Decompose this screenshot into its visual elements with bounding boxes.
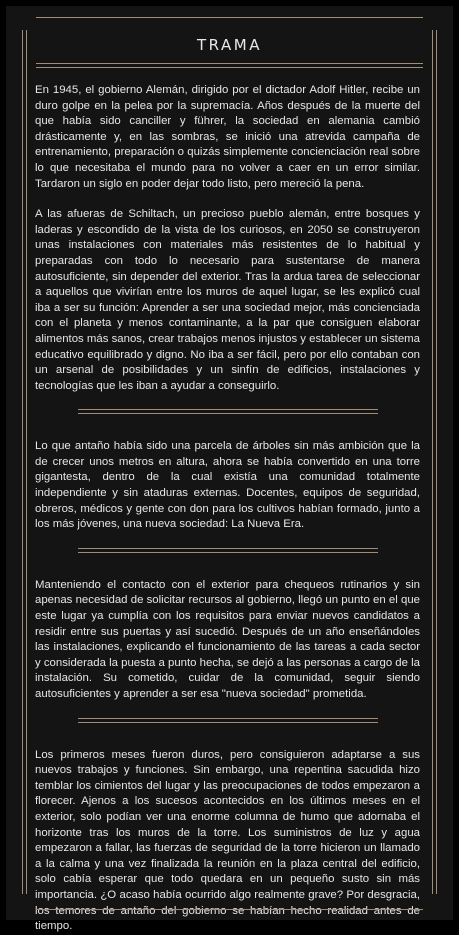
left-border-line xyxy=(22,30,23,894)
section-divider xyxy=(78,718,378,723)
paragraph-intro: En 1945, el gobierno Alemán, dirigido por el dictador Adolf Hitler, recibe un duro golpe en la pelea por la supremacía. Años después de la muerte del que había sido canciller y führer, la sociedad en alemania cambió drásticamente y, en las sombras, se inició una atrevida campaña de entrenamiento, preparación o quizás simplemente concienciación real sobre lo que necesitaba el mundo para no volver a caer en un error similar. Tardaron un siglo en poder dejar todo listo, pero mereció la pena. xyxy=(35,84,420,190)
section-divider xyxy=(78,548,378,553)
left-border-line-inner xyxy=(26,30,27,894)
section-title: TRAMA xyxy=(197,36,262,54)
story-content xyxy=(35,83,420,935)
paragraph-schiltach: A las afueras de Schiltach, un precioso pueblo alemán, entre bosques y laderas y escondido de la vista de los curiosos, en 2050 se construyeron unas instalaciones con materiales más resistentes de lo habitual y preparadas con todo lo necesario para sustentarse de manera autosuficiente, sin depender del exterior. Tras la ardua tarea de seleccionar a aquellos que vivirían entre los muros de aquel lugar, se les explicó cual iba a ser su función: Aprender a ser una sociedad mejor, más concienciada con el planeta y menos contaminante, a la par que consiguen elaborar alimentos más sanos, crear trabajos menos injustos y establecer un sistema educativo equilibrado y digno. No iba a ser fácil, pero por ello contaban con un arsenal de posibilidades y un sinfín de edificios, instalaciones y tecnologías que les iban a ayudar a conseguirlo. xyxy=(35,208,420,392)
top-border-line xyxy=(36,17,423,18)
bottom-border-line xyxy=(36,909,423,910)
section-divider xyxy=(78,409,378,414)
title-underline xyxy=(36,63,423,64)
title-underline-second xyxy=(36,67,423,68)
right-border-line-inner xyxy=(432,30,433,894)
paragraph-contact: Manteniendo el contacto con el exterior para chequeos rutinarios y sin apenas necesidad de solicitar recursos al gobierno, llegó un punto en el que este lugar ya cumplía con los requisitos para enviar nuevos candidatos a residir entre sus puertas y así sucedió. Después de un año enseñándoles las instalaciones, explicando el funcionamiento de las tareas a cada sector y considerada la puesta a punto hecha, se dejó a las personas a cargo de la instalación. Su cometido, cuidar de la comunidad, seguir siendo autosuficientes y aprender a ser esa "nueva sociedad" prometida. xyxy=(35,578,421,700)
right-border-line xyxy=(436,30,437,894)
story-panel xyxy=(6,6,453,933)
paragraph-first-months: Los primeros meses fueron duros, pero consiguieron adaptarse a sus nuevos trabajos y funciones. Sin embargo, una repentina sacudida hizo temblar los cimientos del lugar y las preocupaciones de todos empezaron a florecer. Ajenos a los sucesos acontecidos en los últimos meses en el exterior, solo podían ver una enorme columna de humo que adornaba el horizonte tras los muros de la torre. Los suministros de luz y agua empezaron a fallar, las fuerzas de seguridad de la torre hicieron un llamado a la calma y una vez finalizada la reunión en la plaza central del edificio, solo cabía esperar que todo quedara en un pequeño susto sin más importancia. ¿O acaso había ocurrido algo realmente grave? Por desgracia, los temores de antaño del gobierno se habían hecho realidad antes de tiempo. xyxy=(35,748,420,933)
paragraph-tower: Lo que antaño había sido una parcela de árboles sin más ambición que la de crecer unos metros en altura, ahora se había convertido en una torre gigantesta, dentro de la cual existía una comunidad totalmente independiente y sin ataduras externas. Docentes, equipos de seguridad, obreros, médicos y gente con don para los cultivos habían formado, junto a los más jóvenes, una nueva sociedad: La Nueva Era. xyxy=(35,440,420,531)
